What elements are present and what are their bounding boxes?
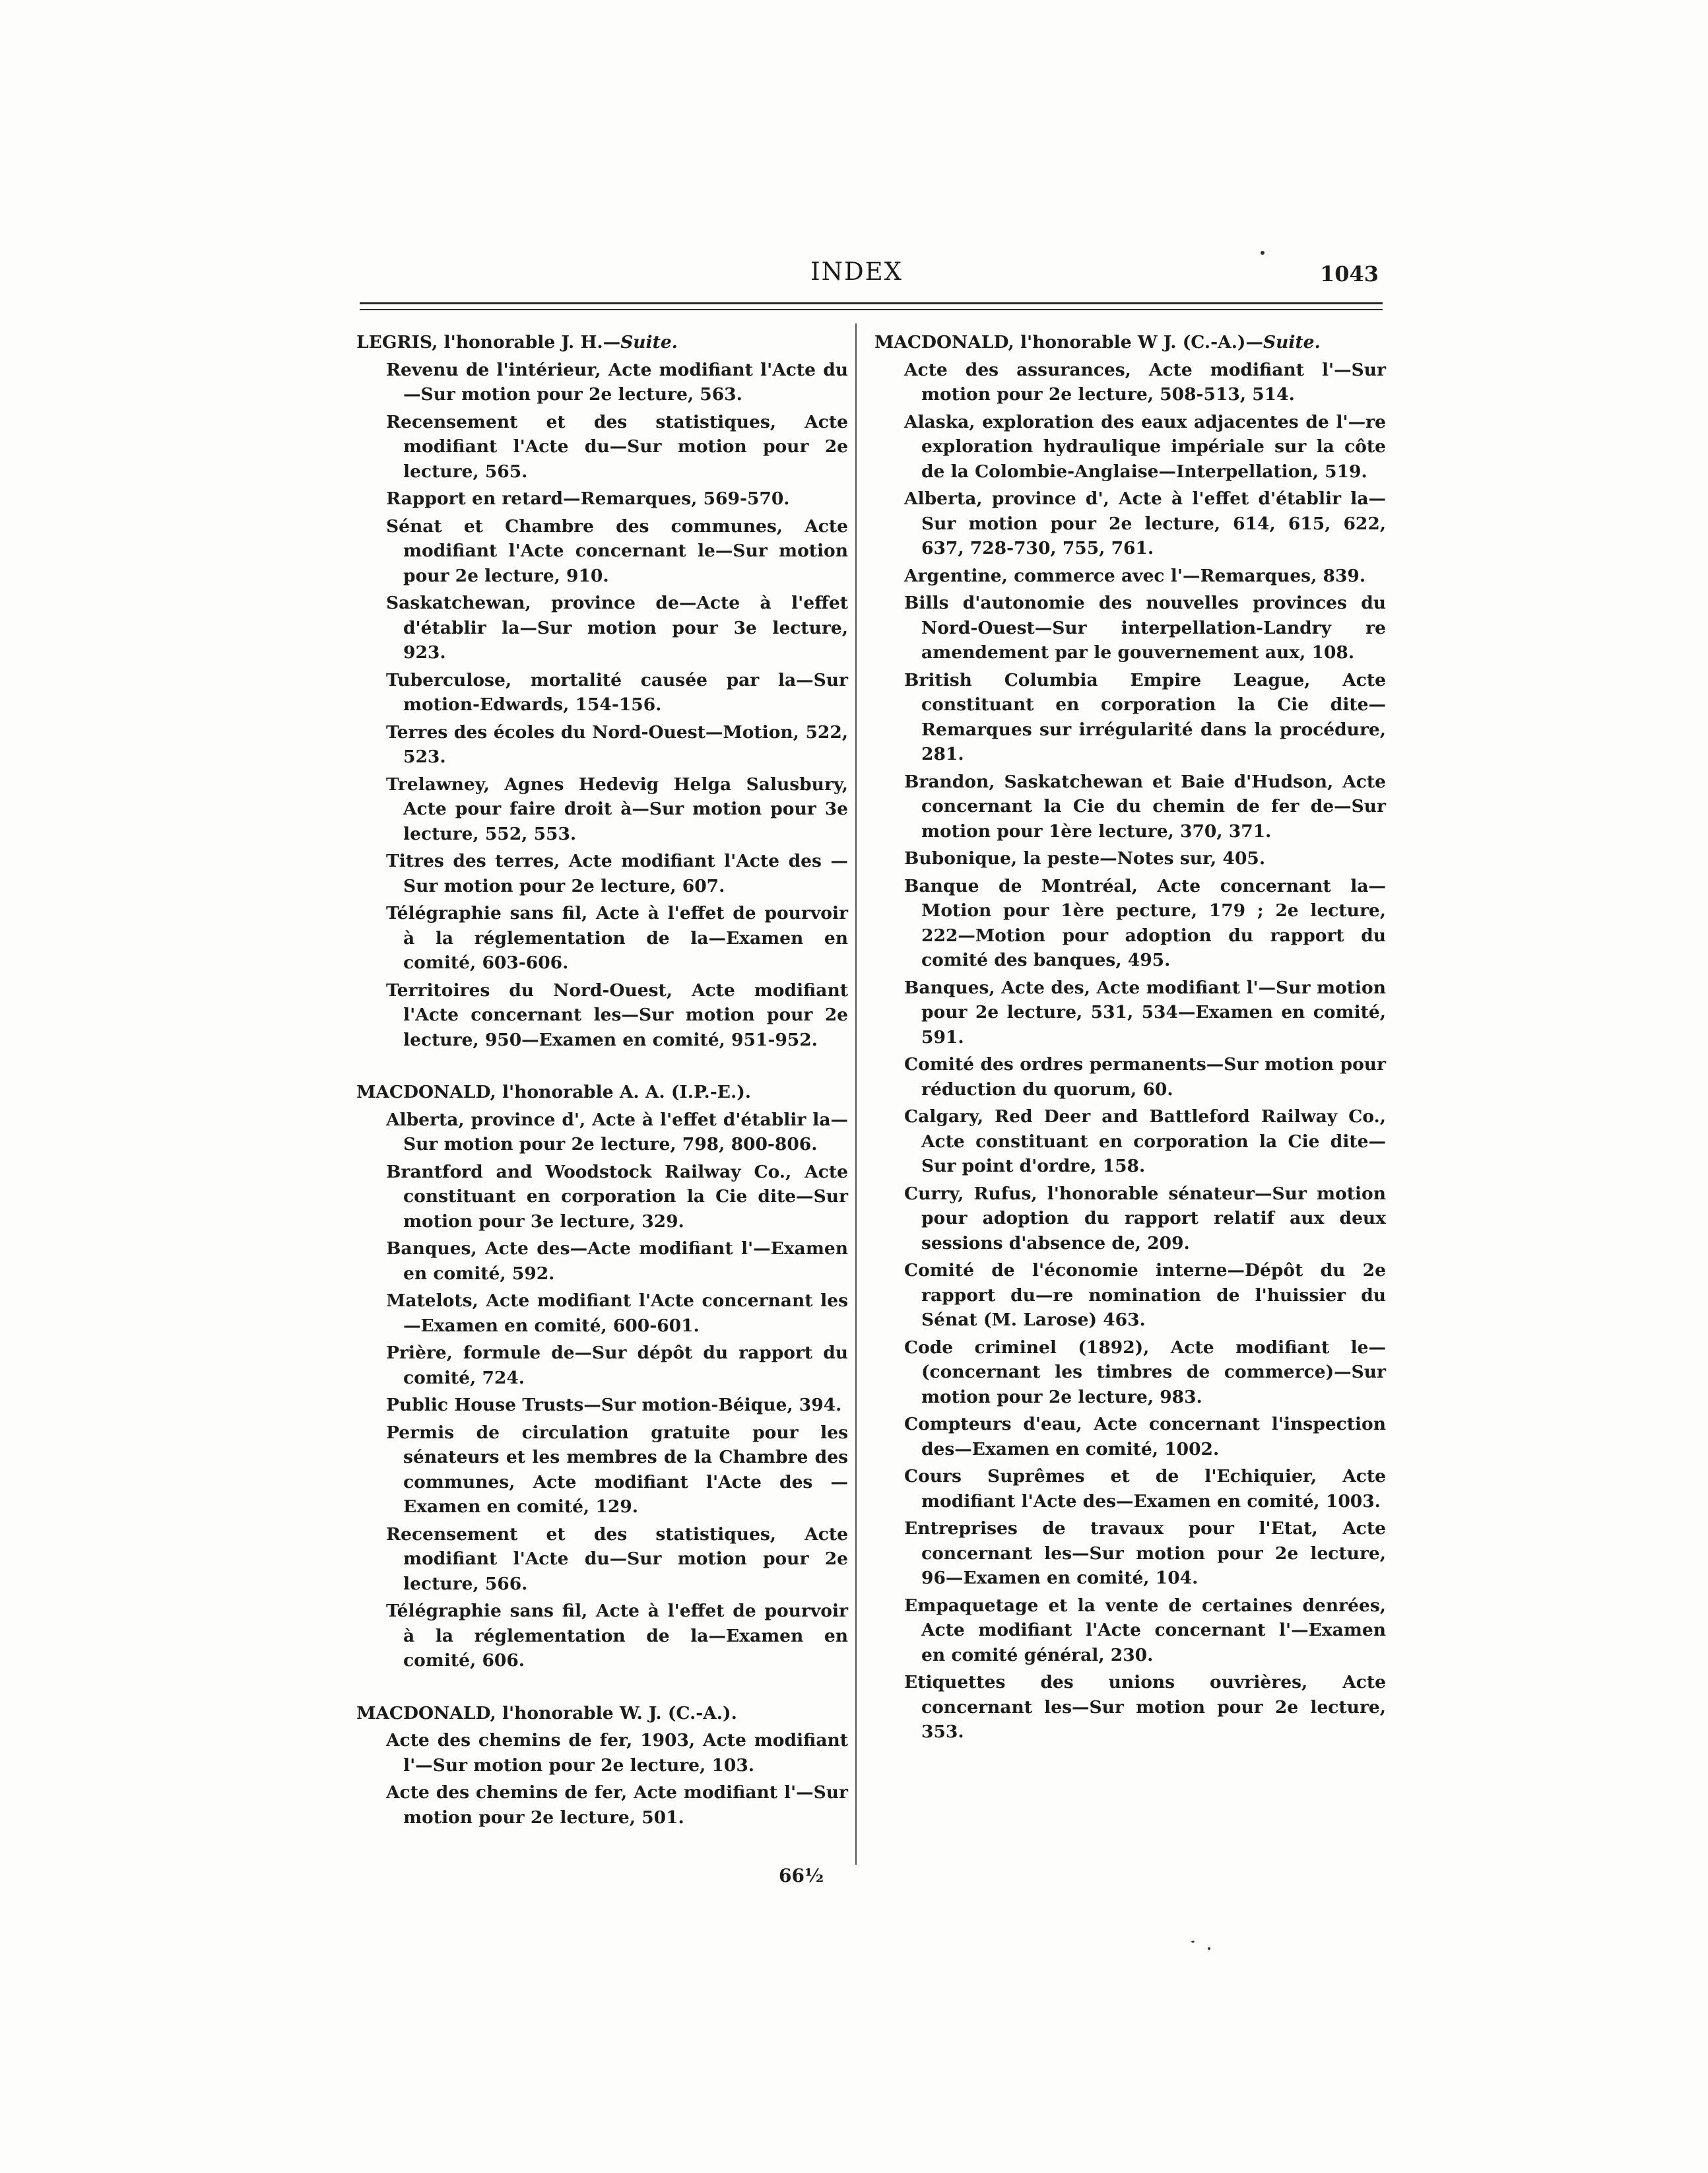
index-entry [353,1701,848,1830]
index-subentry: Tuberculose, mortalité causée par la—Sur motion-Edwards, 154-156. [386,669,848,715]
right-column [871,330,1386,1745]
index-subentry: Télégraphie sans fil, Acte à l'effet de pourvoir à la réglementation de la—Examen en comité, 606. [386,1601,848,1671]
entry-heading [874,330,1386,355]
index-subentry: Comité des ordres permanents—Sur motion pour réduction du quorum, 60. [904,1054,1386,1100]
scan-speck [1208,1947,1210,1950]
index-subentry: Cours Suprêmes et de l'Echiquier, Acte modifiant l'Acte des—Examen en comité, 1003. [904,1466,1386,1512]
column-divider [855,323,857,1865]
header-rule-top [360,302,1383,304]
entry-heading-name: MACDONALD, l'honorable W J. (C.-A.)— [874,332,1263,352]
index-subentry: Brandon, Saskatchewan et Baie d'Hudson, Acte concernant la Cie du chemin de fer de—Sur motion pour 1ère lecture, 370, 371. [904,771,1386,842]
index-subentry: Revenu de l'intérieur, Acte modifiant l'Acte du—Sur motion pour 2e lecture, 563. [386,359,848,405]
index-subentry: Comité de l'économie interne—Dépôt du 2e rapport du—re nomination de l'huissier du Sénat (M. Larose) 463. [904,1260,1386,1330]
index-subentry: Code criminel (1892), Acte modifiant le—(concernant les timbres de commerce)—Sur motion pour 2e lecture, 983. [904,1337,1386,1407]
index-subentry: Prière, formule de—Sur dépôt du rapport du comité, 724. [386,1343,848,1388]
index-subentry: Calgary, Red Deer and Battleford Railway Co., Acte constituant en corporation la Cie dite—Sur point d'ordre, 158. [904,1106,1386,1176]
index-subentry: Saskatchewan, province de—Acte à l'effet d'établir la—Sur motion pour 3e lecture, 923. [386,593,848,663]
index-subentry: Recensement et des statistiques, Acte modifiant l'Acte du—Sur motion pour 2e lecture, 566. [386,1523,848,1594]
index-subentry: Territoires du Nord-Ouest, Acte modifiant l'Acte concernant les—Sur motion pour 2e lecture, 950—Examen en comité, 951-952. [386,980,848,1050]
index-subentry: Alberta, province d', Acte à l'effet d'établir la—Sur motion pour 2e lecture, 798, 800-806. [386,1109,848,1154]
index-subentry: Brantford and Woodstock Railway Co., Acte constituant en corporation la Cie dite—Sur motion pour 3e lecture, 329. [386,1161,848,1232]
index-subentry: British Columbia Empire League, Acte constituant en corporation la Cie dite—Remarques sur irrégularité dans la procédure, 281. [904,669,1386,764]
index-subentry: Bills d'autonomie des nouvelles provinces du Nord-Ouest—Sur interpellation-Landry re amendement par le gouvernement aux, 108. [904,593,1386,663]
index-subentry: Rapport en retard—Remarques, 569-570. [386,488,790,509]
entry-heading-suffix: Suite. [1263,332,1321,352]
index-subentry: Public House Trusts—Sur motion-Béique, 394. [386,1395,842,1415]
index-subentry: Curry, Rufus, l'honorable sénateur—Sur motion pour adoption du rapport relatif aux deux sessions d'absence de, 209. [904,1183,1386,1254]
index-subentry: Banque de Montréal, Acte concernant la—Motion pour 1ère pecture, 179 ; 2e lecture, 222—Motion pour adoption du rapport du comité des banques, 495. [904,875,1386,970]
page-title: INDEX [810,257,903,286]
index-subentry: Permis de circulation gratuite pour les sénateurs et les membres de la Chambre des communes, Acte modifiant l'Acte des —Examen en comité, 129. [386,1422,848,1517]
scan-speck [1261,251,1265,255]
index-subentry: Banques, Acte des, Acte modifiant l'—Sur motion pour 2e lecture, 531, 534—Examen en comité, 591. [904,977,1386,1048]
entry-heading-name: MACDONALD, l'honorable A. A. (I.P.-E.). [356,1082,751,1102]
index-subentry: Bubonique, la peste—Notes sur, 405. [904,848,1266,869]
index-subentry: Etiquettes des unions ouvrières, Acte concernant les—Sur motion pour 2e lecture, 353. [904,1672,1386,1742]
index-subentry: Télégraphie sans fil, Acte à l'effet de pourvoir à la réglementation de la—Examen en comité, 603-606. [386,903,848,973]
entry-heading [356,330,848,355]
left-column [353,330,848,1830]
entry-heading-name: MACDONALD, l'honorable W. J. (C.-A.). [356,1702,737,1723]
entry-heading-suffix: Suite. [620,332,678,352]
signature-mark: 66½ [779,1865,824,1887]
index-subentry: Titres des terres, Acte modifiant l'Acte des —Sur motion pour 2e lecture, 607. [386,851,848,896]
header-rule-bottom [360,309,1383,310]
index-subentry: Acte des chemins de fer, 1903, Acte modifiant l'—Sur motion pour 2e lecture, 103. [386,1730,848,1776]
index-subentry: Entreprises de travaux pour l'Etat, Acte concernant les—Sur motion pour 2e lecture, 96—Examen en comité, 104. [904,1518,1386,1588]
index-subentry: Argentine, commerce avec l'—Remarques, 839. [904,565,1366,586]
index-subentry: Terres des écoles du Nord-Ouest—Motion, 522, 523. [386,721,848,767]
index-subentry: Empaquetage et la vente de certaines denrées, Acte modifiant l'Acte concernant l'—Examen en comité général, 230. [904,1595,1386,1665]
index-subentry: Alberta, province d', Acte à l'effet d'établir la—Sur motion pour 2e lecture, 614, 615, 622, 637, 728-730, 755, 761. [904,488,1386,558]
index-subentry: Banques, Acte des—Acte modifiant l'—Examen en comité, 592. [386,1238,848,1284]
entry-heading [356,1080,848,1105]
entry-heading-name: LEGRIS, l'honorable J. H.— [356,332,621,352]
index-subentry: Alaska, exploration des eaux adjacentes de l'—re exploration hydraulique impériale sur la côte de la Colombie-Anglaise—Interpellation, 519. [904,411,1386,482]
index-subentry: Recensement et des statistiques, Acte modifiant l'Acte du—Sur motion pour 2e lecture, 565. [386,411,848,482]
index-subentry: Sénat et Chambre des communes, Acte modifiant l'Acte concernant le—Sur motion pour 2e lecture, 910. [386,516,848,586]
index-subentry: Acte des chemins de fer, Acte modifiant l'—Sur motion pour 2e lecture, 501. [386,1782,848,1828]
index-subentry: Matelots, Acte modifiant l'Acte concernant les—Examen en comité, 600-601. [386,1290,848,1336]
index-entry [353,330,848,1052]
index-entry [353,1080,848,1673]
page-number: 1043 [1320,261,1379,286]
index-entry [871,330,1386,1745]
index-subentry: Compteurs d'eau, Acte concernant l'inspection des—Examen en comité, 1002. [904,1414,1386,1459]
scan-speck [1191,1941,1195,1943]
index-subentry: Trelawney, Agnes Hedevig Helga Salusbury, Acte pour faire droit à—Sur motion pour 3e lecture, 552, 553. [386,774,848,844]
index-subentry: Acte des assurances, Acte modifiant l'—Sur motion pour 2e lecture, 508-513, 514. [904,359,1386,405]
entry-heading [356,1701,848,1726]
